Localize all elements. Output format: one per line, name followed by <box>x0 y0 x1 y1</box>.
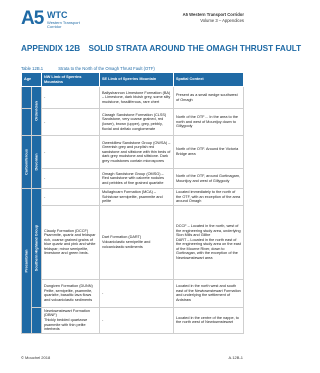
se-cell: Omagh Sandstone Group (OMSG) – Red sandstone with calcrete nodules and pebbles of fine grained quartzite <box>100 169 174 189</box>
nw-cell: - <box>42 87 100 109</box>
age-cell <box>32 307 42 333</box>
context-cell: Located immediately to the north of the OTF, with an exception of the area around Omagh <box>174 189 244 206</box>
context-cell: Located in the north west and south east of the Newtownstewart Formation and underlying the settlement of Ardstraw <box>174 279 244 307</box>
age-group-ordovician: Ordovician <box>32 87 42 136</box>
appendix-heading: SOLID STRATA AROUND THE OMAGH THRUST FAULT <box>88 44 302 53</box>
age-group-precambrian: Precambrian <box>22 189 32 334</box>
se-cell: Dart Formation (DART) Volcaniclastic semipelite and volcaniclastic sediments <box>100 205 174 279</box>
nw-cell: Claudy Formation (DCCF) Psammite, quartz and feldspar rich, coarse grained grains of blue quartz and pink and white feldspar; minor semipelite, limestone and green beds. <box>42 205 100 279</box>
table-row <box>22 205 244 279</box>
se-cell: Mullaghcarn Formation (MCA) – Schistose semipelite, psammite and pelite <box>100 189 174 206</box>
age-group-dalradian: Southern Highland Group <box>32 189 42 308</box>
nw-cell: - <box>42 109 100 136</box>
logo-subtitle: Western Transport Corridor <box>47 20 80 29</box>
header-right <box>183 12 244 23</box>
table-row <box>22 169 244 189</box>
se-cell: - <box>100 279 174 307</box>
footer-page-number: A.12B-1 <box>228 355 243 360</box>
age-cell <box>22 87 32 109</box>
appendix-title <box>21 44 307 53</box>
context-cell: North of the OTF. Around the Victoria Bridge area <box>174 136 244 169</box>
nw-cell: Newtownstewart Formation (DBNF) Thickly bedded quartzose psammite with thin pelite interbeds <box>42 307 100 333</box>
nw-cell: - <box>42 136 100 169</box>
table-row <box>22 307 244 333</box>
se-cell: - <box>100 307 174 333</box>
header-nw-limb: NW Limb of Sperrins Mountains <box>42 73 100 87</box>
nw-cell: - <box>42 189 100 206</box>
a5wtc-logo <box>21 9 81 31</box>
context-cell: Located in the centre of the nappe, to the north west of Newtownstewart <box>174 307 244 333</box>
logo-wtc: WTC <box>47 10 68 20</box>
header-context: Spatial Context <box>174 73 244 87</box>
table-caption <box>21 66 169 71</box>
age-cell <box>22 109 32 136</box>
table-row <box>22 87 244 109</box>
table-row <box>22 136 244 169</box>
footer-copyright: © Mouchel 2018 <box>21 355 51 360</box>
header-se-limb: SE Limb of Sperrins Mountain <box>100 73 174 87</box>
caption-number: Table 12B.1 <box>21 66 44 71</box>
appendix-number: APPENDIX 12B <box>21 44 81 53</box>
strata-table <box>21 72 244 334</box>
context-cell: North of the OTF… In the area to the north and west of Mountjoy down to Gillygooly <box>174 109 244 136</box>
context-cell: North of the OTF, around Gortinagarn, Mountjoy and west of Gillygooly <box>174 169 244 189</box>
table-row <box>22 109 244 136</box>
se-cell: Owenkillew Sandstone Group (OWSA) – Greenish grey and purplish red sandstone and siltstone with thin beds of dark grey mudstone and siltstone. Dark grey mudstones contain microspores <box>100 136 174 169</box>
header-project: A5 Western Transport Corridor <box>182 12 244 17</box>
header-volume: Volume 3 – Appendices <box>200 17 244 23</box>
context-cell: Present as a small wedge southwest of Omagh <box>174 87 244 109</box>
nw-cell: Dungiven Formation (DUNN) Pelite, semipelite, psammite, quartzite, basaltic lava flows and volcaniclastic sediments <box>42 279 100 307</box>
table-row <box>22 279 244 307</box>
age-group-carboniferous: Carboniferous <box>22 136 32 189</box>
caption-text: Strata to the North of the Omagh Thrust Fault (OTF) <box>58 66 155 71</box>
header-age: Age <box>22 73 42 87</box>
page-header <box>0 0 264 28</box>
se-cell: Claragh Sandstone Formation (CLSS) Sandstone, very coarse grained, red (lower), brown (upper), grey, pebbly, fluvial and deltaic conglomerate <box>100 109 174 136</box>
table-row <box>22 189 244 206</box>
table-header-row <box>22 73 244 87</box>
context-cell: DCCF – Located in the north, west of the engineering study area, underlying Slon Mills and Gillbe DART – Located in the north east of the engineering study area on the east of the Mourne River, down to Gortinagan, with the exception of the Newtownstewart area <box>174 205 244 279</box>
nw-cell: - <box>42 169 100 189</box>
se-cell: Ballyshannon Limestone Formation (BA) – Limestone, dark bluish grey, some silty mudstone, fossiliferous, rare chert <box>100 87 174 109</box>
logo-a5: A5 <box>21 8 44 29</box>
age-group-devonian: Devonian <box>32 136 42 189</box>
